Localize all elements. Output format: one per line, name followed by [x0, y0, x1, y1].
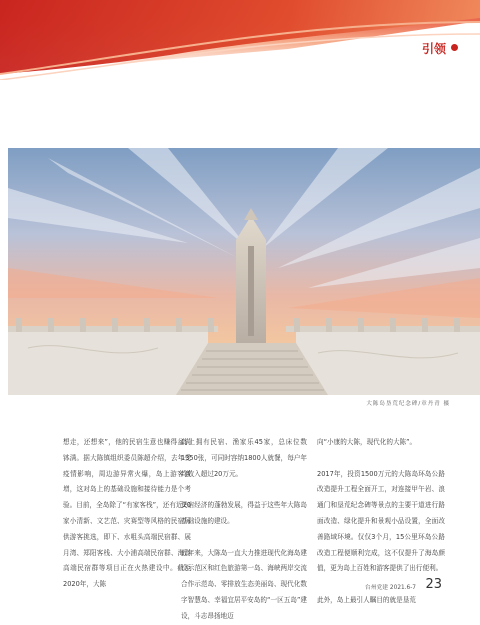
photo-caption: 大陈岛垦荒纪念碑/章丹青 摄 [366, 401, 450, 407]
memorial-tower-photo [8, 148, 480, 395]
publication-footer: 台州党建 2021.6-7 [364, 585, 416, 591]
header-wave-decoration [0, 0, 480, 80]
column-text: 岛上拥有民宿、渔家乐45家，总床位数1350张，可同时容纳1800人就餐，每户年均收入超过20万元。 民宿经济的蓬勃发展，得益于这些年大陈岛基础设施的建设。 近年来，大陈岛一直大力推进现代化海岛建设示范区和红色旅游第一岛、海峡两岸交流合作示范岛、零排放生态美丽岛、现代化数字智慧岛、幸福宜居平安岛的“一区五岛”建设，斗志昂扬地迈 [181, 438, 307, 620]
section-label: 引领 [421, 42, 446, 56]
page-number: 23 [425, 577, 442, 592]
column-text: 想走，还想来”，他的民宿生意也赚得盆满钵满。据大陈镇组织委员陈超介绍，去年受疫情影响，周边游异常火爆，岛上游客激增，这对岛上的基础设施和接待能力是个考验。目前，全岛除了“有家客栈”，还有近20家小清新、文艺范、灾赛型等风格的民宿可供游客挑选，即下、水咀头高端民宿群、展月湾、郑阳客栈、大小浦高端民宿群、海岛高端民宿群等项目正在火热建设中。截至2020年，大陈 [63, 438, 191, 589]
body-column-2 [181, 435, 307, 625]
body-column-1 [63, 435, 191, 593]
column-text: 向“小康的大陈，现代化的大陈”。 2017年，投资1500万元的大陈岛环岛公路改造提升工程全面开工，对连接甲午岩、浪通门和垦荒纪念碑等景点的主要干道进行路面改造、绿化提升和景观小品设置，全面改善路域环境。仅仅3个月，15公里环岛公路改造工程便顺利完成，这不仅提升了海岛颜值，更为岛上百姓和游客提供了出行便利。 此外，岛上最引人瞩目的就是垦荒 [317, 438, 445, 604]
section-dot-icon [451, 44, 458, 51]
